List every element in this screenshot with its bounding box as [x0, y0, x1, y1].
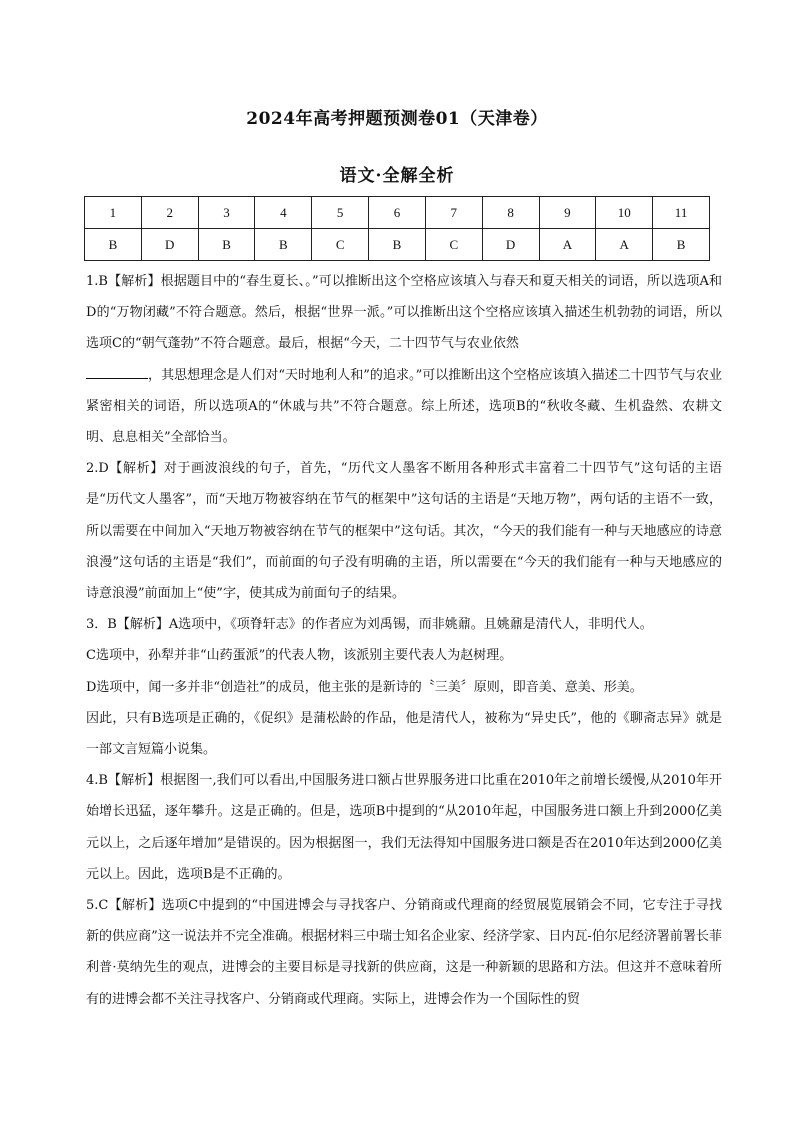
analysis-q3-line4: 因此，只有B选项是正确的，《促织》是蒲松龄的作品，他是清代人，被称为“异史氏”，他的《聊斋志异》就是一部文言短篇小说集。: [86, 710, 722, 758]
analysis-q1-part2: ，其思想理念是人们对“天时地利人和”的追求。”可以推断出这个空格应该填入描述二十四节气与农业紧密相关的词语，所以选项A的“休戚与共”不符合题意。综上所述，选项B的“秋收冬藏、生机盎然、农耕文明、息息相关”全部恰当。: [86, 367, 722, 446]
analysis-q3-line3: D选项中，闻一多并非“创造社”的成员，他主张的是新诗的〝三美〞原则，即音美、意美、形美。: [86, 679, 643, 695]
question-number: 2: [141, 197, 198, 229]
question-number: 1: [85, 197, 142, 229]
analysis-q3-line2: C选项中，孙犁并非“山药蛋派”的代表人物，该派别主要代表人为赵树理。: [86, 648, 513, 664]
answer-cell: C: [312, 229, 369, 261]
question-number: 10: [596, 197, 653, 229]
answer-cell: A: [596, 229, 653, 261]
answer-cell: B: [255, 229, 312, 261]
question-number: 3: [198, 197, 255, 229]
analysis-q2: 2.D【解析】对于画波浪线的句子，首先，“历代文人墨客不断用各种形式丰富着二十四节气”这句话的主语是“历代文人墨客”，而“天地万物被容纳在节气的框架中”这句话的主语是“天地万物”，两句话的主语不一致，所以需要在中间加入“天地万物被容纳在节气的框架中”这句话。其次，“今天的我们能有一种与天地感应的诗意浪漫”这句话的主语是“我们”，而前面的句子没有明确的主语，所以需要在“今天的我们能有一种与天地感应的诗意浪漫”前面加上“使”字，使其成为前面句子的结果。: [86, 461, 722, 602]
page-title: 2024年高考押题预测卷01（天津卷）: [246, 109, 548, 129]
analysis-q1: [86, 266, 722, 453]
answer-cell: B: [85, 229, 142, 261]
fill-blank: [86, 366, 148, 379]
answer-cell: D: [141, 229, 198, 261]
question-number: 4: [255, 197, 312, 229]
answer-cell: D: [482, 229, 539, 261]
page-subtitle: 语文·全解全析: [339, 166, 455, 186]
answer-cell: B: [198, 229, 255, 261]
answer-cell: B: [369, 229, 426, 261]
analysis-q3-line1: 3．B【解析】A选项中，《项脊轩志》的作者应为刘禹锡，而非姚鼐。且姚鼐是清代人，非明代人。: [86, 617, 653, 633]
analysis-body: [86, 266, 722, 1015]
answer-cell: B: [653, 229, 710, 261]
answer-table-number-row: [85, 197, 710, 229]
question-number: 11: [653, 197, 710, 229]
question-number: 9: [539, 197, 596, 229]
answer-cell: A: [539, 229, 596, 261]
question-number: 8: [482, 197, 539, 229]
question-number: 7: [425, 197, 482, 229]
question-number: 5: [312, 197, 369, 229]
analysis-q1-part1: 1.B【解析】根据题目中的“春生夏长、。”可以推断出这个空格应该填入与春天和夏天相关的词语，所以选项A和D的“万物闭藏”不符合题意。然后，根据“世界一派。”可以推断出这个空格应该填入描述生机勃勃的词语，所以选项C的“朝气蓬勃”不符合题意。最后，根据“今天，二十四节气与农业依然: [86, 274, 722, 352]
analysis-q4: 4.B【解析】根据图一,我们可以看出,中国服务进口额占世界服务进口比重在2010年之前增长缓慢,从2010年开始增长迅猛，逐年攀升。这是正确的。但是，选项B中提到的“从2010年起，中国服务进口额上升到2000亿美元以上，之后逐年增加”是错误的。因为根据图一，我们无法得知中国服务进口额是否在2010年达到2000亿美元以上。因此，选项B是不正确的。: [86, 773, 722, 882]
question-number: 6: [369, 197, 426, 229]
analysis-q5: 5.C【解析】选项C中提到的“中国进博会与寻找客户、分销商或代理商的经贸展览展销会不同，它专注于寻找新的供应商”这一说法并不完全准确。根据材料三中瑞士知名企业家、经济学家、日内瓦-伯尔尼经济署前署长菲利普·莫纳先生的观点，进博会的主要目标是寻找新的供应商，这是一种新颖的思路和方法。但这并不意味着所有的进博会都不关注寻找客户、分销商或代理商。实际上，进博会作为一个国际性的贸: [86, 898, 722, 1007]
answer-cell: C: [425, 229, 482, 261]
answer-table: [84, 196, 710, 261]
answer-table-answer-row: [85, 229, 710, 261]
